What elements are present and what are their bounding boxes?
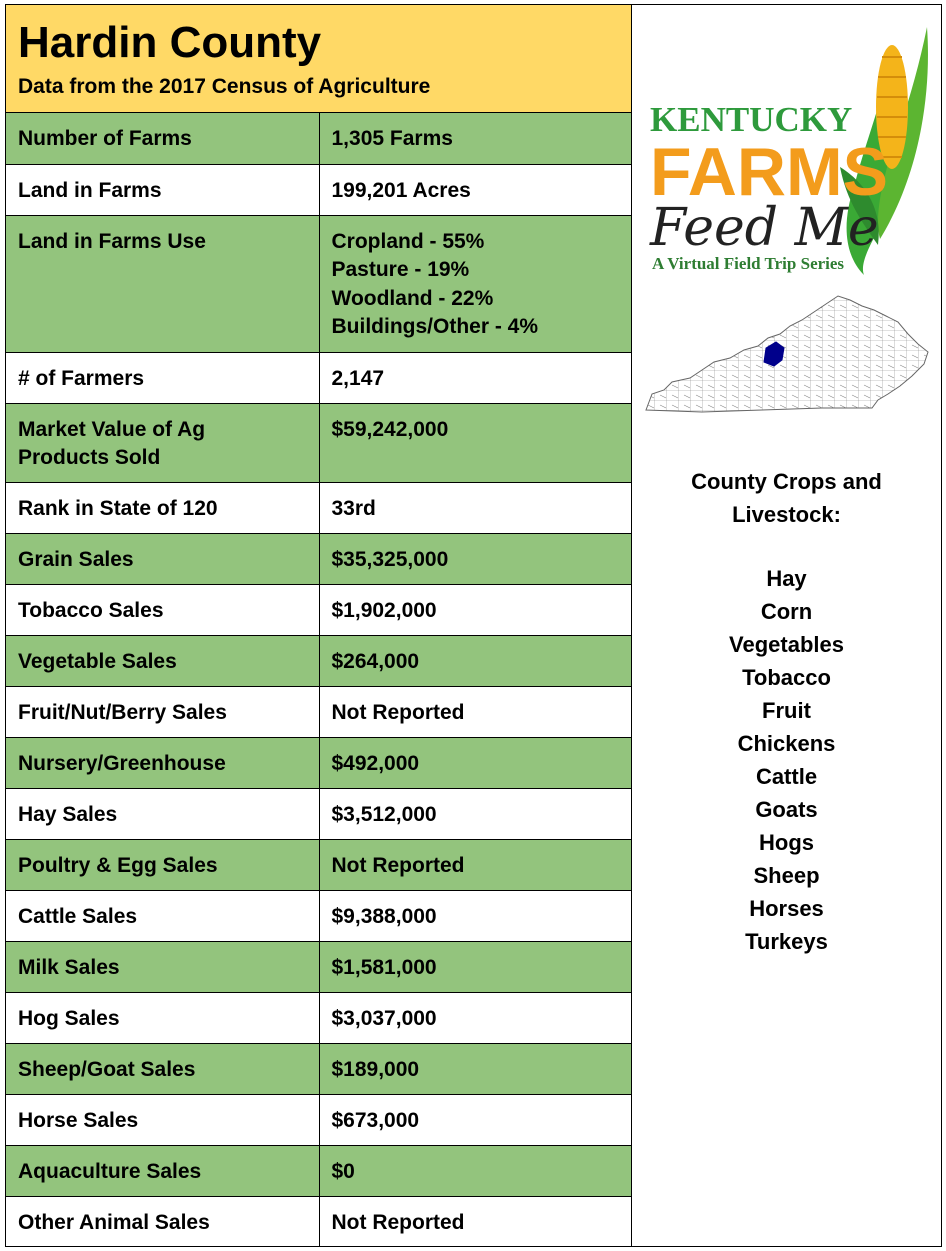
row-label: Vegetable Sales [6, 635, 319, 686]
row-label: Cattle Sales [6, 890, 319, 941]
row-value [319, 1196, 631, 1246]
row-value-line: Woodland - 22% [331, 286, 494, 310]
row-value-line: Not Reported [331, 853, 465, 877]
crop-item: Turkeys [745, 929, 828, 954]
table-row [6, 482, 631, 533]
row-label: Aquaculture Sales [6, 1145, 319, 1196]
kentucky-county-map [642, 290, 932, 420]
row-value [319, 215, 631, 352]
row-value-line: 33rd [331, 496, 376, 520]
row-value-line: $0 [331, 1159, 355, 1183]
page-title: Hardin County [18, 18, 322, 67]
table-row [6, 403, 631, 482]
row-value-line: $3,037,000 [331, 1006, 437, 1030]
row-label: Hay Sales [6, 788, 319, 839]
table-row [6, 352, 631, 403]
row-value [319, 890, 631, 941]
crop-item: Horses [749, 896, 824, 921]
row-value [319, 584, 631, 635]
crop-item: Chickens [737, 731, 836, 756]
table-row [6, 686, 631, 737]
row-value-line: Pasture - 19% [331, 258, 470, 281]
row-value [319, 737, 631, 788]
row-value-line: Not Reported [331, 700, 465, 724]
row-label: Land in Farms [6, 164, 319, 215]
row-value [319, 482, 631, 533]
logo-feed-me-text: Feed Me [650, 198, 879, 258]
table-row [6, 113, 631, 164]
row-value [319, 1094, 631, 1145]
crop-item: Cattle [755, 764, 818, 789]
row-value-line: $189,000 [331, 1057, 420, 1081]
row-label: Horse Sales [6, 1094, 319, 1145]
row-value-line: 1,305 Farms [331, 127, 453, 150]
crop-item: Corn [760, 599, 813, 624]
crop-item: Tobacco [742, 665, 831, 690]
row-value-line: $3,512,000 [331, 802, 437, 826]
row-label: Milk Sales [6, 941, 319, 992]
crops-heading [632, 465, 941, 531]
crop-item: Hay [766, 566, 807, 591]
row-value-line: Not Reported [331, 1210, 465, 1234]
crop-item: Vegetables [729, 632, 844, 657]
row-value-line: $492,000 [331, 751, 420, 775]
table-row [6, 164, 631, 215]
row-label: Number of Farms [6, 113, 319, 164]
table-row [6, 1196, 631, 1246]
table-row [6, 788, 631, 839]
row-label: Grain Sales [6, 533, 319, 584]
row-value [319, 941, 631, 992]
kentucky-farms-feed-me-logo [642, 17, 937, 277]
row-label: Hog Sales [6, 992, 319, 1043]
row-value-line: $1,902,000 [331, 598, 437, 622]
crops-heading-line2: Livestock: [732, 502, 841, 527]
row-label: Fruit/Nut/Berry Sales [6, 686, 319, 737]
table-row [6, 941, 631, 992]
row-value [319, 635, 631, 686]
crop-item: Sheep [753, 863, 820, 888]
table-row [6, 584, 631, 635]
row-value-line: $673,000 [331, 1108, 420, 1132]
table-row [6, 1043, 631, 1094]
stats-column [6, 5, 632, 1246]
county-fact-sheet [5, 4, 942, 1247]
row-label: Sheep/Goat Sales [6, 1043, 319, 1094]
row-value-line: $35,325,000 [331, 547, 449, 571]
row-value-line: $9,388,000 [331, 904, 437, 928]
row-value-line: 199,201 Acres [331, 178, 471, 202]
kentucky-state-outline [646, 296, 928, 412]
crop-item: Fruit [762, 698, 811, 723]
row-value [319, 992, 631, 1043]
table-row [6, 635, 631, 686]
logo-kentucky-text: KENTUCKY [650, 100, 853, 139]
row-value [319, 1145, 631, 1196]
row-value [319, 403, 631, 482]
row-value [319, 113, 631, 164]
row-value [319, 164, 631, 215]
row-value [319, 1043, 631, 1094]
page-subtitle: Data from the 2017 Census of Agriculture [18, 75, 431, 98]
row-label: Land in Farms Use [6, 215, 319, 352]
table-row [6, 533, 631, 584]
row-label: Nursery/Greenhouse [6, 737, 319, 788]
row-value [319, 839, 631, 890]
row-value [319, 533, 631, 584]
table-row [6, 1145, 631, 1196]
crop-item: Hogs [759, 830, 814, 855]
logo-farms-text: FARMS [650, 134, 888, 210]
row-value-line: Cropland - 55% [331, 229, 485, 253]
crops-heading-line1: County Crops and [691, 469, 882, 494]
row-value [319, 788, 631, 839]
row-value-line: Buildings/Other - 4% [331, 315, 539, 338]
row-value-line: $1,581,000 [331, 955, 437, 979]
table-row [6, 215, 631, 352]
crop-item: Goats [755, 797, 818, 822]
sheet-header [6, 5, 631, 113]
row-label: Market Value of Ag Products Sold [6, 403, 319, 482]
row-label: Poultry & Egg Sales [6, 839, 319, 890]
table-row [6, 737, 631, 788]
row-label: Other Animal Sales [6, 1196, 319, 1246]
row-label: Tobacco Sales [6, 584, 319, 635]
row-label: Rank in State of 120 [6, 482, 319, 533]
row-value [319, 686, 631, 737]
table-row [6, 992, 631, 1043]
row-label: # of Farmers [6, 352, 319, 403]
table-row [6, 890, 631, 941]
row-value [319, 352, 631, 403]
table-row [6, 1094, 631, 1145]
crops-list [632, 562, 941, 958]
info-column [632, 5, 941, 1246]
row-value-line: $264,000 [331, 649, 420, 673]
table-row [6, 839, 631, 890]
logo-tagline: A Virtual Field Trip Series [652, 254, 845, 273]
row-value-line: $59,242,000 [331, 417, 449, 441]
stats-table [6, 113, 631, 1246]
row-value-line: 2,147 [331, 366, 385, 390]
